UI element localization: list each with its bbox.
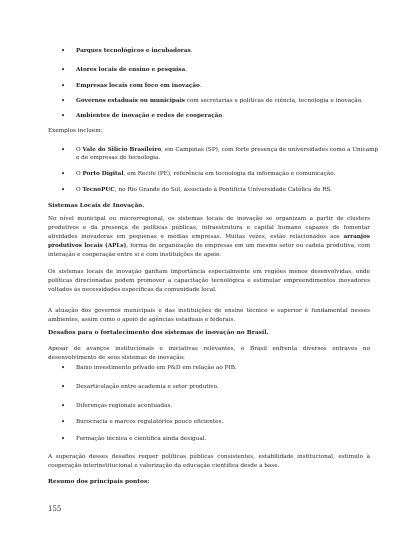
bullet-icon: • bbox=[61, 186, 66, 194]
bullet-icon: • bbox=[61, 66, 66, 74]
paragraph: A atuação dos governos municipais e das instituições de ensino técnico e superior é fundamental nesses ambientes, assim como o apoio de agências estaduais e federais. bbox=[48, 308, 370, 324]
section-heading: Resumo dos principais pontos: bbox=[48, 478, 150, 485]
bullet-icon: • bbox=[61, 418, 66, 426]
paragraph: A superação desses desafios requer políticas públicas consistentes, estabilidade institucional, estímulo à cooperação interinstitucional e valorização da educação científica desde a base. bbox=[48, 454, 370, 470]
example-item-continuation: e de empresas de tecnologia. bbox=[76, 155, 161, 161]
bullet-icon: • bbox=[61, 402, 66, 410]
section-heading: Desafios para o fortalecimento dos sistemas de inovação no Brasil. bbox=[48, 329, 269, 336]
list-item: Empresas locais com foco em inovação. bbox=[76, 83, 202, 89]
example-item: O Vale do Silício Brasileiro, em Campinas (SP), com forte presença de universidades como a Unicamp bbox=[76, 147, 379, 153]
page-number: 155 bbox=[48, 505, 62, 513]
list-item: Governos estaduais ou municipais com secretarias e políticas de ciência, tecnologia e inovação. bbox=[76, 98, 363, 104]
list-item: Ambientes de inovação e redes de cooperação. bbox=[76, 113, 224, 119]
challenge-item: Baixo investimento privado em P&D em relação ao PIB. bbox=[76, 365, 237, 371]
bullet-icon: • bbox=[61, 364, 66, 372]
example-item: O TecnoPUC, no Rio Grande do Sul, associado à Pontifícia Universidade Católica do RS. bbox=[76, 187, 333, 193]
bullet-icon: • bbox=[61, 82, 66, 90]
challenge-item: Diferenças regionais acentuadas. bbox=[76, 403, 173, 409]
bullet-icon: • bbox=[61, 435, 66, 443]
section-heading: Sistemas Locais de Inovação. bbox=[48, 202, 145, 209]
examples-intro: Exemplos incluem: bbox=[48, 128, 103, 134]
list-item: Atores locais de ensino e pesquisa. bbox=[76, 67, 187, 73]
bullet-icon: • bbox=[61, 112, 66, 120]
example-item: O Porto Digital, em Recife (PE), referência em tecnologia da informação e comunicação. bbox=[76, 171, 336, 177]
bullet-icon: • bbox=[61, 383, 66, 391]
challenge-item: Burocracia e marcos regulatórios pouco eficientes. bbox=[76, 419, 224, 425]
challenge-item: Formação técnica e científica ainda desigual. bbox=[76, 436, 207, 442]
bullet-icon: • bbox=[61, 146, 66, 154]
paragraph: Apesar de avanços institucionais e iniciativas relevantes, o Brasil enfrenta diversos entraves no desenvolvimento de seus sistemas de inovação: bbox=[48, 346, 370, 362]
bullet-icon: • bbox=[61, 97, 66, 105]
challenge-item: Desarticulação entre academia e setor produtivo. bbox=[76, 384, 219, 390]
paragraph: Os sistemas locais de inovação ganham importância especialmente em regiões menos desenvolvidas, onde políticas direcionadas podem promover a capacitação tecnológica e estimular empreendimentos inovadores voltados às necessidades específicas da comunidade local. bbox=[48, 269, 370, 294]
list-item: Parques tecnológicos e incubadoras. bbox=[76, 48, 193, 54]
paragraph: No nível municipal ou microrregional, os sistemas locais de inovação se organizam a partir de clusters produtivos e da presença de políticas públicas, infraestrutura e capital humano capazes de fomentar atividades inovadoras em pequenas e médias empresas. Muitas vezes, estão relacionados aos arranjos produtivos locais (APLs), forma de organização de empresas em um mesmo setor ou cadeia produtiva, com interação e cooperação entre si e com instituições de apoio. bbox=[48, 216, 370, 259]
bullet-icon: • bbox=[61, 47, 66, 55]
bullet-icon: • bbox=[61, 170, 66, 178]
